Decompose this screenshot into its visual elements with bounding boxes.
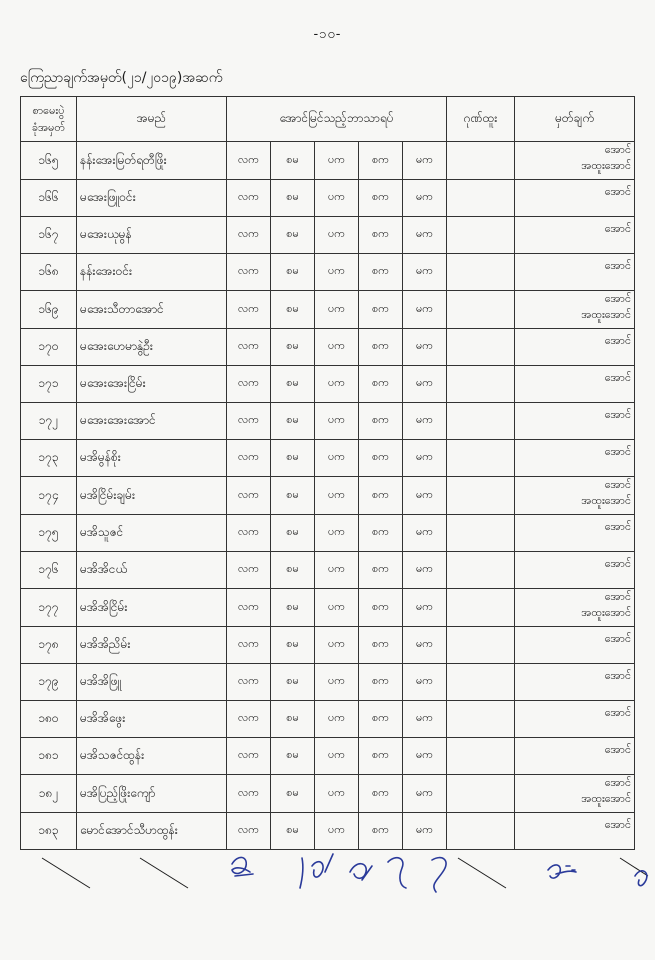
student-name-cell: မအေးအေးငြိမ်း: [77, 366, 227, 403]
subject-cell: စမ: [271, 291, 315, 329]
subject-cell: စက: [359, 403, 403, 440]
subject-cell: ပက: [315, 180, 359, 217]
distinction-cell: [447, 515, 515, 552]
subject-cell: စက: [359, 142, 403, 180]
remark-cell: [515, 775, 635, 813]
seat-number-cell: ၁၆၇: [21, 217, 77, 254]
student-name-cell: မအေးယုမွန်: [77, 217, 227, 254]
subject-cell: လက: [227, 589, 271, 627]
seat-number-cell: ၁၈၂: [21, 775, 77, 813]
subject-cell: ပက: [315, 217, 359, 254]
subject-cell: စက: [359, 217, 403, 254]
subject-cell: စမ: [271, 515, 315, 552]
subject-cell: လက: [227, 329, 271, 366]
table-row: [21, 664, 635, 701]
subject-cell: လက: [227, 477, 271, 515]
seat-number-cell: ၁၇၂: [21, 403, 77, 440]
seat-number-cell: ၁၇၃: [21, 440, 77, 477]
signature-2: [300, 854, 333, 888]
subject-cell: စက: [359, 627, 403, 664]
distinction-cell: [447, 254, 515, 291]
subject-cell: စက: [359, 775, 403, 813]
subject-cell: မက: [403, 552, 447, 589]
student-name-cell: မအေးဟေမာနွဲဦး: [77, 329, 227, 366]
remark-cell: [515, 664, 635, 701]
subject-cell: စမ: [271, 403, 315, 440]
signature-5: [432, 858, 446, 892]
remark-cell: [515, 701, 635, 738]
distinction-cell: [447, 477, 515, 515]
subject-cell: မက: [403, 291, 447, 329]
student-name-cell: မအိသဇင်ထွန်း: [77, 738, 227, 775]
remark-cell: [515, 738, 635, 775]
subject-cell: စမ: [271, 738, 315, 775]
header-name: အမည်: [77, 97, 227, 142]
remark-result: အောင်: [604, 669, 632, 682]
subject-cell: မက: [403, 515, 447, 552]
remark-cell: [515, 180, 635, 217]
distinction-cell: [447, 329, 515, 366]
subject-cell: ပက: [315, 627, 359, 664]
seat-number-cell: ၁၈၁: [21, 738, 77, 775]
table-header-row: [21, 97, 635, 142]
subject-cell: ပက: [315, 552, 359, 589]
student-name-cell: နန်းအေးမြတ်ရတီဖြိုး: [77, 142, 227, 180]
table-row: [21, 775, 635, 813]
subject-cell: မက: [403, 664, 447, 701]
student-name-cell: မအိအိဖြူ: [77, 664, 227, 701]
subject-cell: စမ: [271, 701, 315, 738]
student-name-cell: နန်းအေးဝင်း: [77, 254, 227, 291]
seat-number-cell: ၁၇၅: [21, 515, 77, 552]
subject-cell: ပက: [315, 477, 359, 515]
subject-cell: စမ: [271, 627, 315, 664]
remark-result: အောင်: [604, 743, 632, 756]
table-row: [21, 515, 635, 552]
remark-result: အောင်: [604, 445, 632, 458]
subject-cell: ပက: [315, 664, 359, 701]
remark-result: အောင်: [604, 478, 632, 491]
announcement-reference: ကြေညာချက်အမှတ်(၂၁/၂၀၁၉)အဆက်: [20, 70, 223, 86]
remark-cell: [515, 589, 635, 627]
remark-result: အောင်: [604, 185, 632, 198]
subject-cell: ပက: [315, 366, 359, 403]
subject-cell: မက: [403, 180, 447, 217]
subject-cell: ပက: [315, 775, 359, 813]
distinction-cell: [447, 291, 515, 329]
remark-result: အောင်: [604, 706, 632, 719]
subject-cell: လက: [227, 366, 271, 403]
student-name-cell: မအိမွန်စိုး: [77, 440, 227, 477]
subject-cell: စမ: [271, 329, 315, 366]
subject-cell: စက: [359, 254, 403, 291]
distinction-cell: [447, 142, 515, 180]
student-name-cell: မအိသူဇင်: [77, 515, 227, 552]
subject-cell: လက: [227, 775, 271, 813]
remark-result: အောင်: [604, 632, 632, 645]
student-name-cell: မအိအိငယ်: [77, 552, 227, 589]
seat-number-cell: ၁၇၀: [21, 329, 77, 366]
subject-cell: စက: [359, 701, 403, 738]
subject-cell: မက: [403, 813, 447, 850]
subject-cell: မက: [403, 142, 447, 180]
header-remark: မှတ်ချက်: [515, 97, 635, 142]
signature-7: [635, 871, 647, 886]
subject-cell: မက: [403, 589, 447, 627]
remark-distinction: အထူးအောင်: [581, 494, 632, 507]
remark-cell: [515, 254, 635, 291]
remark-cell: [515, 217, 635, 254]
subject-cell: မက: [403, 403, 447, 440]
table-row: [21, 552, 635, 589]
seat-number-cell: ၁၆၅: [21, 142, 77, 180]
signature-4: [388, 858, 406, 888]
subject-cell: လက: [227, 180, 271, 217]
subject-cell: ပက: [315, 142, 359, 180]
remark-cell: [515, 477, 635, 515]
subject-cell: စမ: [271, 217, 315, 254]
distinction-cell: [447, 627, 515, 664]
subject-cell: မက: [403, 217, 447, 254]
remark-result: အောင်: [604, 408, 632, 421]
seat-number-cell: ၁၇၄: [21, 477, 77, 515]
subject-cell: စမ: [271, 440, 315, 477]
table-row: [21, 217, 635, 254]
remark-result: အောင်: [604, 143, 632, 156]
remark-result: အောင်: [604, 371, 632, 384]
seat-number-cell: ၁၇၆: [21, 552, 77, 589]
remark-result: အောင်: [604, 334, 632, 347]
subject-cell: စက: [359, 552, 403, 589]
subject-cell: စမ: [271, 477, 315, 515]
subject-cell: ပက: [315, 329, 359, 366]
subject-cell: စက: [359, 589, 403, 627]
signature-1: [232, 857, 253, 876]
subject-cell: စက: [359, 180, 403, 217]
remark-result: အောင်: [604, 259, 632, 272]
subject-cell: စက: [359, 477, 403, 515]
table-row: [21, 627, 635, 664]
distinction-cell: [447, 552, 515, 589]
subject-cell: စမ: [271, 552, 315, 589]
header-seat-number-line1: စာမေးပွဲ: [32, 104, 65, 117]
remark-cell: [515, 329, 635, 366]
subject-cell: စက: [359, 813, 403, 850]
remark-result: အောင်: [604, 222, 632, 235]
subject-cell: စမ: [271, 664, 315, 701]
header-distinction: ဂုဏ်ထူး: [447, 97, 515, 142]
remark-distinction: အထူးအောင်: [581, 308, 632, 321]
subject-cell: လက: [227, 664, 271, 701]
remark-distinction: အထူးအောင်: [581, 606, 632, 619]
seat-number-cell: ၁၇၇: [21, 589, 77, 627]
remark-result: အောင်: [604, 520, 632, 533]
student-name-cell: မအေးသီတာအောင်: [77, 291, 227, 329]
subject-cell: မက: [403, 738, 447, 775]
remark-result: အောင်: [604, 557, 632, 570]
seat-number-cell: ၁၈၃: [21, 813, 77, 850]
remark-result: အောင်: [604, 292, 632, 305]
student-name-cell: မအေးဖြူဝင်း: [77, 180, 227, 217]
subject-cell: ပက: [315, 813, 359, 850]
subject-cell: ပက: [315, 440, 359, 477]
remark-cell: [515, 552, 635, 589]
table-row: [21, 291, 635, 329]
subject-cell: မက: [403, 477, 447, 515]
seat-number-cell: ၁၇၈: [21, 627, 77, 664]
table-row: [21, 701, 635, 738]
subject-cell: စက: [359, 440, 403, 477]
subject-cell: မက: [403, 627, 447, 664]
subject-cell: စက: [359, 664, 403, 701]
subject-cell: လက: [227, 738, 271, 775]
remark-cell: [515, 142, 635, 180]
student-name-cell: မအိငြိမ်းချမ်း: [77, 477, 227, 515]
table-row: [21, 440, 635, 477]
subject-cell: စမ: [271, 142, 315, 180]
table-row: [21, 366, 635, 403]
distinction-cell: [447, 589, 515, 627]
table-row: [21, 254, 635, 291]
table-row: [21, 738, 635, 775]
subject-cell: စမ: [271, 813, 315, 850]
header-seat-number: [21, 97, 77, 142]
subject-cell: စမ: [271, 254, 315, 291]
distinction-cell: [447, 217, 515, 254]
student-name-cell: မအိအိဖွေး: [77, 701, 227, 738]
subject-cell: မက: [403, 701, 447, 738]
signature-6: [548, 865, 576, 878]
seat-number-cell: ၁၈၀: [21, 701, 77, 738]
distinction-cell: [447, 440, 515, 477]
subject-cell: လက: [227, 254, 271, 291]
seat-number-cell: ၁၇၁: [21, 366, 77, 403]
seat-number-cell: ၁၆၈: [21, 254, 77, 291]
subject-cell: မက: [403, 440, 447, 477]
subject-cell: ပက: [315, 254, 359, 291]
page-number: -၁၀-: [313, 27, 342, 42]
subject-cell: ပက: [315, 403, 359, 440]
table-row: [21, 477, 635, 515]
distinction-cell: [447, 738, 515, 775]
subject-cell: စက: [359, 366, 403, 403]
distinction-cell: [447, 403, 515, 440]
subject-cell: လက: [227, 552, 271, 589]
table-row: [21, 403, 635, 440]
header-seat-number-line2: ခုံအမှတ်: [31, 121, 66, 134]
subject-cell: မက: [403, 254, 447, 291]
remark-cell: [515, 627, 635, 664]
subject-cell: စမ: [271, 775, 315, 813]
student-name-cell: မအိအိငြိမ်း: [77, 589, 227, 627]
subject-cell: မက: [403, 366, 447, 403]
distinction-cell: [447, 701, 515, 738]
subject-cell: မက: [403, 775, 447, 813]
subject-cell: စက: [359, 738, 403, 775]
distinction-cell: [447, 366, 515, 403]
remark-result: အောင်: [604, 590, 632, 603]
remark-distinction: အထူးအောင်: [581, 159, 632, 172]
subject-cell: လက: [227, 813, 271, 850]
remark-distinction: အထူးအောင်: [581, 792, 632, 805]
subject-cell: လက: [227, 217, 271, 254]
signature-marks: [232, 854, 647, 892]
subject-cell: လက: [227, 627, 271, 664]
distinction-cell: [447, 775, 515, 813]
subject-cell: စမ: [271, 180, 315, 217]
remark-cell: [515, 515, 635, 552]
remark-result: အောင်: [604, 818, 632, 831]
remark-cell: [515, 440, 635, 477]
subject-cell: လက: [227, 291, 271, 329]
subject-cell: ပက: [315, 738, 359, 775]
subject-cell: မက: [403, 329, 447, 366]
remark-cell: [515, 403, 635, 440]
signatures-and-strokes: [20, 836, 655, 906]
subject-cell: လက: [227, 515, 271, 552]
table-row: [21, 180, 635, 217]
subject-cell: ပက: [315, 515, 359, 552]
student-name-cell: မောင်အောင်သီဟထွန်း: [77, 813, 227, 850]
subject-cell: လက: [227, 403, 271, 440]
remark-result: အောင်: [604, 776, 632, 789]
subject-cell: ပက: [315, 291, 359, 329]
header-subjects: အောင်မြင်သည့်ဘာသာရပ်: [227, 97, 447, 142]
subject-cell: စက: [359, 515, 403, 552]
subject-cell: စက: [359, 329, 403, 366]
subject-cell: စမ: [271, 589, 315, 627]
subject-cell: စမ: [271, 366, 315, 403]
remark-cell: [515, 366, 635, 403]
subject-cell: လက: [227, 701, 271, 738]
student-name-cell: မအိအိညိမ်း: [77, 627, 227, 664]
distinction-cell: [447, 664, 515, 701]
seat-number-cell: ၁၆၉: [21, 291, 77, 329]
subject-cell: ပက: [315, 589, 359, 627]
remark-cell: [515, 291, 635, 329]
subject-cell: စက: [359, 291, 403, 329]
student-name-cell: မအေးအေးအောင်: [77, 403, 227, 440]
table-row: [21, 329, 635, 366]
seat-number-cell: ၁၆၆: [21, 180, 77, 217]
subject-cell: ပက: [315, 701, 359, 738]
seat-number-cell: ၁၇၉: [21, 664, 77, 701]
subject-cell: လက: [227, 440, 271, 477]
signature-area: [20, 836, 655, 906]
student-name-cell: မအိပြည့်ဖြိုးကျော်: [77, 775, 227, 813]
signature-3: [350, 864, 372, 880]
distinction-cell: [447, 180, 515, 217]
results-table: [20, 96, 635, 850]
subject-cell: လက: [227, 142, 271, 180]
table-row: [21, 142, 635, 180]
table-row: [21, 589, 635, 627]
